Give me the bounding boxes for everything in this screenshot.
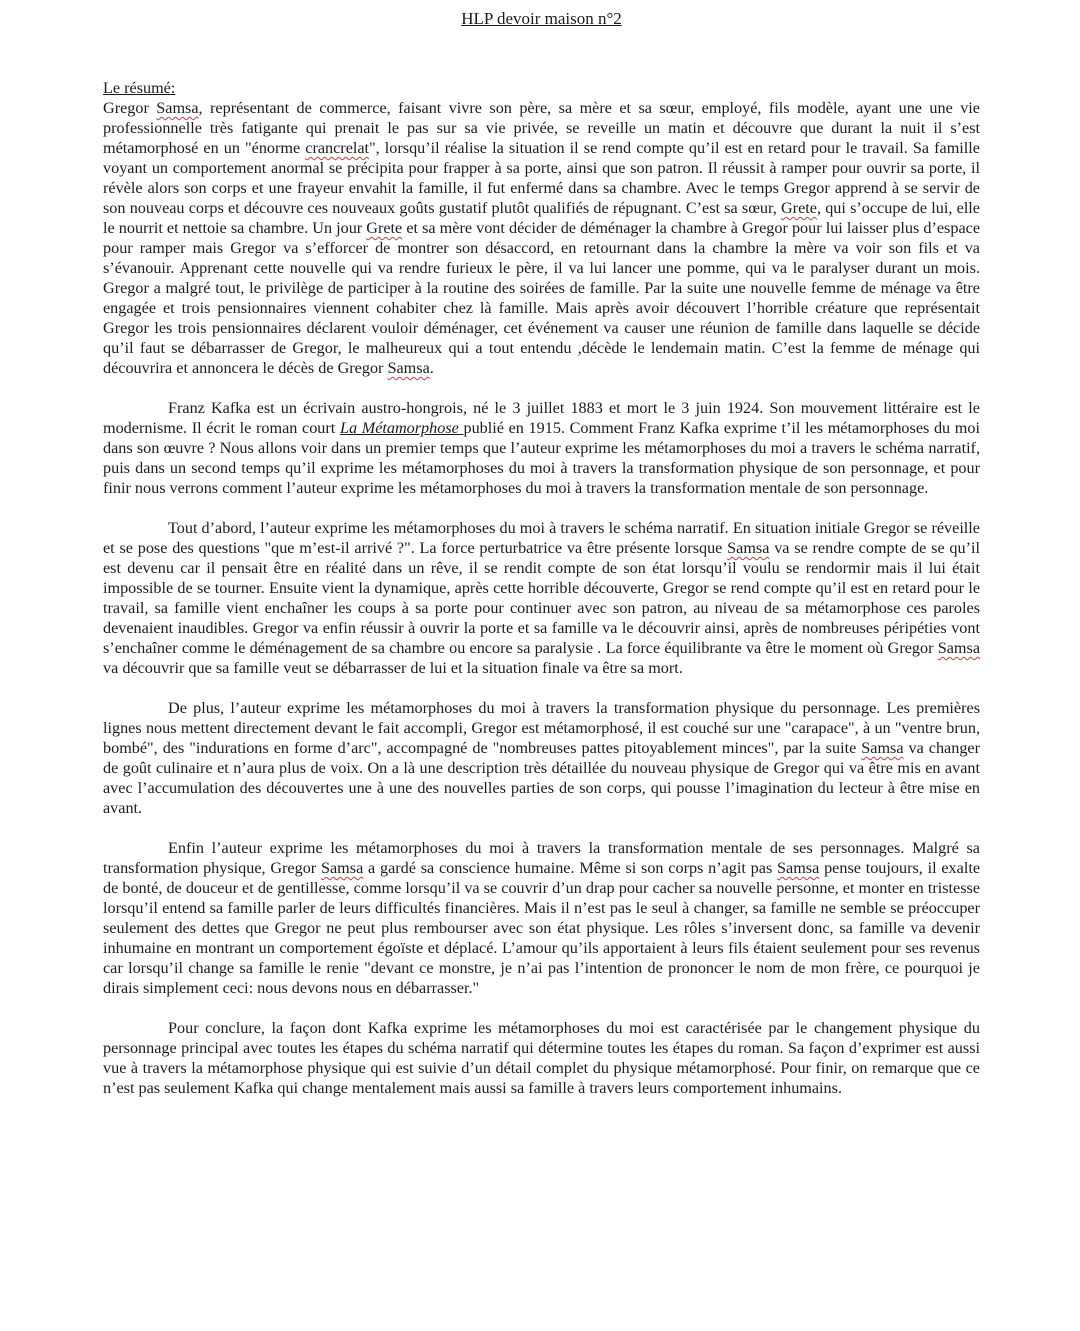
part1-text-2: va se rendre compte de se qu’il est devenu car il pensait être en réalité dans un rêve, il se rendit compte de son état lorsqu’il voulu se rendormir mais il lui était impossible de se tourner. Ensuite vient la dynamique, après cette horrible découverte, Gregor se rend compte qu’il est en retard pour le travail, sa famille vient enchaîner les coups à sa porte pour continuer avec son patron, au niveau de sa métamorphose ces paroles devenaient inaudibles. Gregor va enfin réussir à ouvrir la porte et sa famille va le découvrir ainsi, après de nombreuses péripéties vont s’enchaîner comme le déménagement de sa chambre ou encore sa paralysie . La force équilibrante va être le moment où Gregor xyxy=(103,539,980,657)
part3-text-1: Enfin l’auteur exprime les métamorphoses du moi à travers la transformation mentale de ses personnages. Malgré sa transformation physique, Gregor xyxy=(103,839,980,877)
spelling-flag-samsa: Samsa xyxy=(156,99,199,117)
summary-text-6: . xyxy=(429,359,434,377)
spelling-flag-samsa: Samsa xyxy=(861,739,904,757)
spelling-flag-samsa: Samsa xyxy=(727,539,770,557)
part2-text-2: va changer de goût culinaire et n’aura plus de voix. On a là une description très détaillée du nouveau physique de Gregor qui va être mis en avant avec l’accumulation des découvertes une à une des nouvelles parties de son corps, qui pousse l’imagination du lecteur à être mise en avant. xyxy=(103,739,980,817)
summary-text-2: , représentant de commerce, faisant vivre son père, sa mère et sa sœur, employé, fils modèle, ayant une une vie professionnelle très fatigante qui prenait le pas sur sa vie privée, se reveille un matin et découvre que durant la nuit il s’est métamorphosé en un "énorme xyxy=(103,99,980,157)
summary-paragraph xyxy=(103,98,980,378)
part1-text-1: Tout d’abord, l’auteur exprime les métamorphoses du moi à travers le schéma narratif. En situation initiale Gregor se réveille et se pose des questions "que m’est-il arrivé ?". La force perturbatrice va être présente lorsque xyxy=(103,519,980,557)
summary-text-3: ", lorsqu’il réalise la situation il se rend compte qu’il est en retard pour le travail. Sa famille voyant un comportement anormal se précipita pour frapper à sa porte, ainsi que son patron. Il réussit à ramper pour ouvrir sa porte, il révèle alors son corps et une frayeur envahit la famille, il fut enfermé dans sa chambre. Avec le temps Gregor apprend à se servir de son nouveau corps et découvre ces nouveaux goûts gustatif plutôt qualifiés de répugnant. C’est sa sœur, xyxy=(103,139,980,217)
book-title: La Métamorphose xyxy=(339,419,464,437)
conclusion-text: Pour conclure, la façon dont Kafka exprime les métamorphoses du moi est caractérisée par le changement physique du personnage principal avec toutes les étapes du schéma narratif qui détermine toutes les étapes du roman. Sa façon d’exprimer est aussi vue à travers la métamorphose physique qui est suivie d’un détail complet du physique métamorphosé. Pour finir, on remarque que ce n’est pas seulement Kafka qui change mentalement mais aussi sa famille à travers leurs comportement inhumains. xyxy=(103,1019,980,1097)
conclusion-paragraph xyxy=(103,1018,980,1098)
intro-text-2: publié en 1915. Comment Franz Kafka exprime t’il les métamorphoses du moi dans son œuvre ? Nous allons voir dans un premier temps que l’auteur exprime les métamorphoses du moi a travers le schéma narratif, puis dans un second temps qu’il exprime les métamorphoses du moi à travers la transformation physique de son personnage, et pour finir nous verrons comment l’auteur exprime les métamorphoses du moi à travers la transformation mentale de son personnage. xyxy=(103,419,980,497)
summary-text-1: Gregor xyxy=(103,99,157,117)
spelling-flag-grete: Grete xyxy=(366,219,403,237)
spelling-flag-samsa: Samsa xyxy=(937,639,980,657)
intro-text-1: Franz Kafka est un écrivain austro-hongrois, né le 3 juillet 1883 et mort le 3 juin 1924. Son mouvement littéraire est le modernisme. Il écrit le roman court xyxy=(103,399,980,437)
part-one-paragraph xyxy=(103,518,980,678)
summary-label: Le résumé: xyxy=(103,79,176,97)
spelling-flag-samsa: Samsa xyxy=(320,859,364,877)
part-two-paragraph xyxy=(103,698,980,818)
part-three-paragraph xyxy=(103,838,980,998)
spelling-flag-crancrelat: crancrelat xyxy=(305,139,370,157)
part3-text-2: a gardé sa conscience humaine. Même si son corps n’agit pas xyxy=(363,859,778,877)
part2-text-1: De plus, l’auteur exprime les métamorphoses du moi à travers la transformation physique du personnage. Les premières lignes nous mettent directement devant le fait accompli, Gregor est métamorphosé, il est couché sur une "carapace", à un "ventre brun, bombé", des "indurations en forme d’arc", accompagné de "nombreuses pattes pitoyablement minces", par la suite xyxy=(103,699,980,757)
part3-text-3: pense toujours, il exalte de bonté, de douceur et de gentillesse, comme lorsqu’il va se couvrir d’un drap pour cacher sa nouvelle personne, et monter en tristesse lorsqu’il entend sa famille parler de leurs difficultés financières. Mais il n’est pas le seul à changer, sa famille ne semble se préoccuper seulement des dettes que Gregor ne peut plus rembourser avec son état physique. Les rôles s’inversent donc, sa famille va devenir inhumaine en montrant un comportement égoïste et déplacé. L’amour qu’ils apportaient à leurs fils étaient seulement pour ses revenus car lorsqu’il change sa famille le renie "devant ce monstre, je n’ai pas l’intention de prononcer le nom de mon frère, ce pourquoi je dirais simplement ceci: nous devons nous en débarrasser." xyxy=(103,859,981,997)
spelling-flag-samsa: Samsa xyxy=(387,359,430,377)
spelling-flag-grete: Grete xyxy=(780,199,817,217)
spelling-flag-samsa: Samsa xyxy=(777,859,820,877)
part1-text-3: va découvrir que sa famille veut se débarrasser de lui et la situation finale va être sa mort. xyxy=(103,659,683,677)
introduction-paragraph xyxy=(103,398,980,498)
summary-text-5: et sa mère vont décider de déménager la chambre à Gregor pour lui laisser plus d’espace pour ramper mais Gregor va s’efforcer de montrer son désaccord, en retournant dans la chambre la mère va voir son fils et va s’évanouir. Apprenant cette nouvelle qui va rendre furieux le père, il va lui lancer une pomme, qui va le paralyser durant un mois. Gregor a malgré tout, le privilège de participer à la routine des soirées de famille. Par la suite une nouvelle femme de ménage va être engagée et trois pensionnaires viennent cohabiter chez là famille. Mais après avoir découvert l’horrible créature que représentait Gregor les trois pensionnaires déclarent vouloir déménager, cet événement va causer une réunion de famille dans laquelle se décide qu’il faut se débarrasser de Gregor, le malheureux qui a tout entendu ,décède le lendemain matin. C’est la femme de ménage qui découvrira et annoncera le décès de Gregor xyxy=(103,219,981,377)
summary-text-4: , qui s’occupe de lui, elle le nourrit et nettoie sa chambre. Un jour xyxy=(103,199,980,237)
document-title: HLP devoir maison n°2 xyxy=(461,9,622,28)
